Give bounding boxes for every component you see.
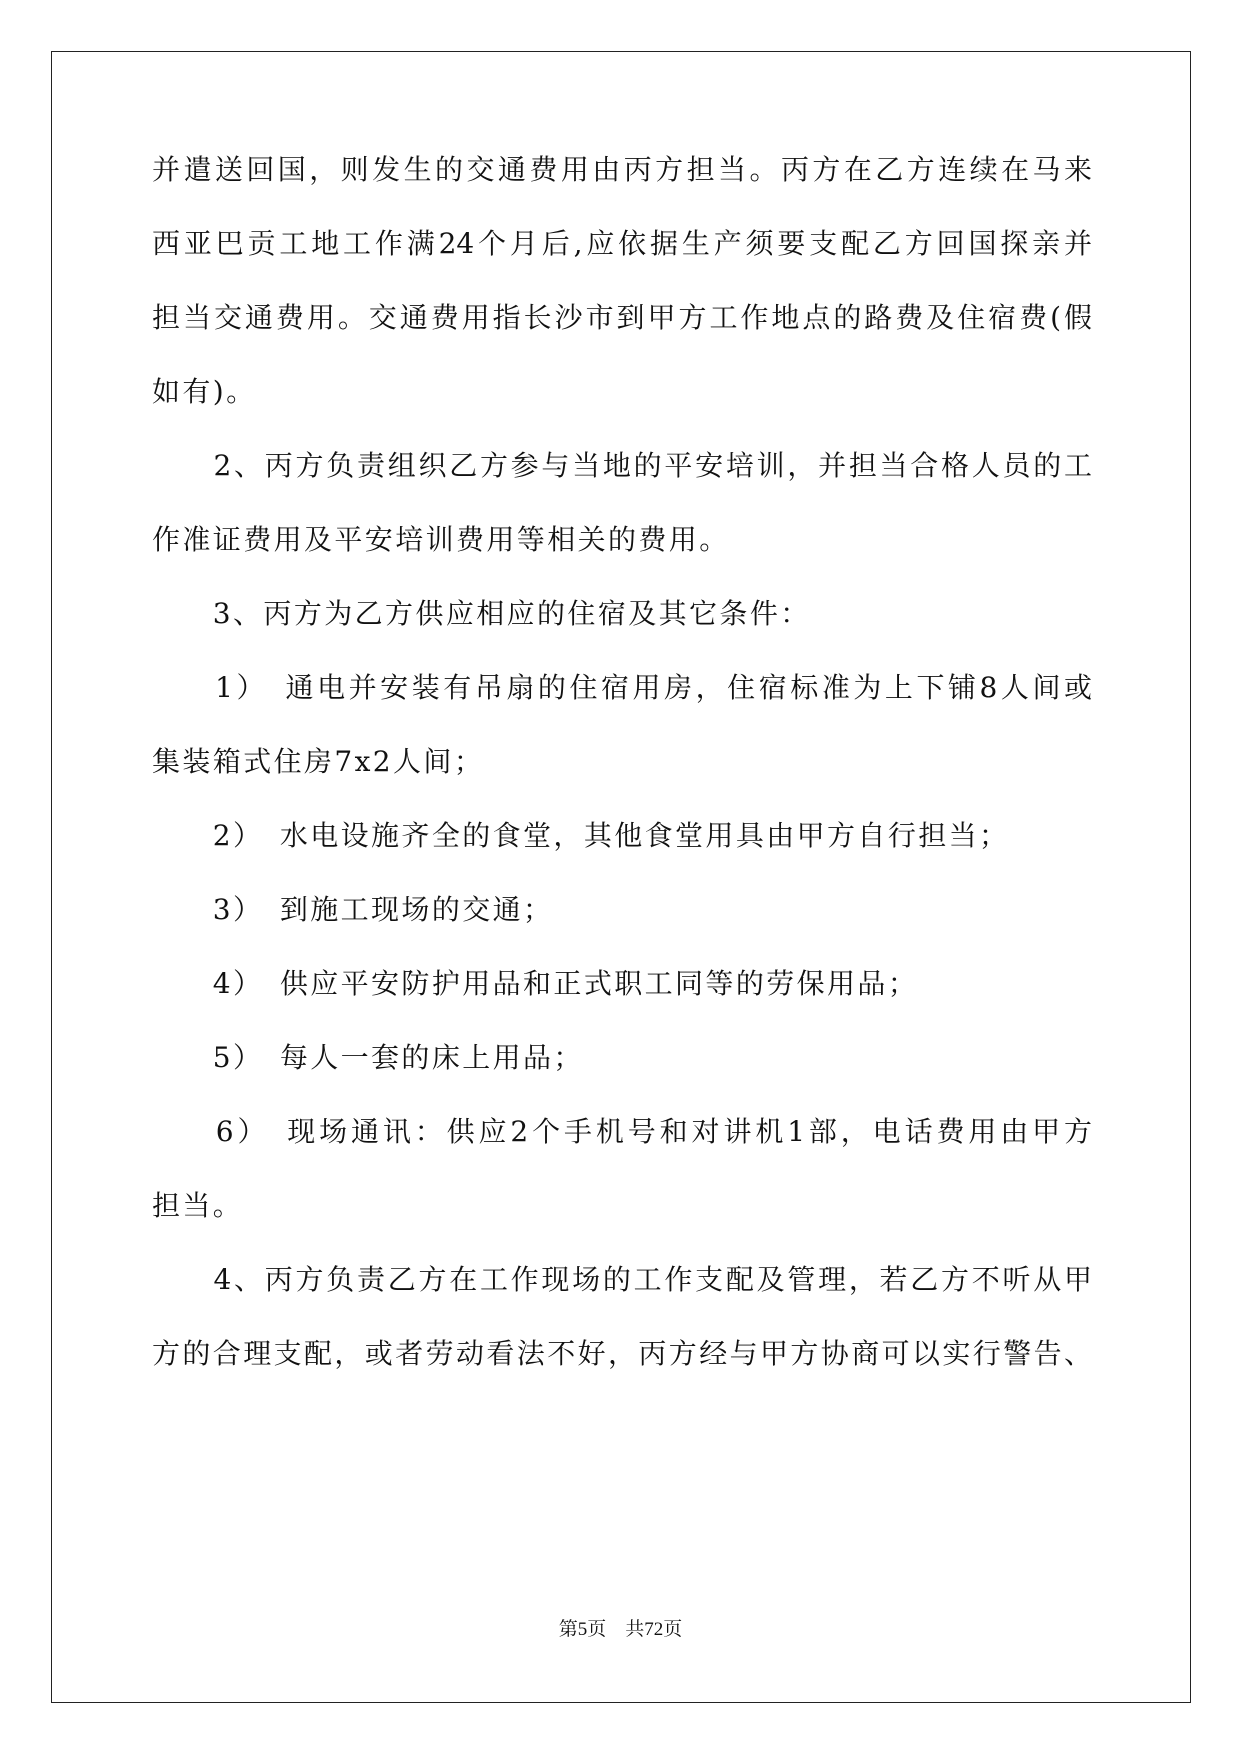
body-line: 西亚巴贡工地工作满24个月后,应依据生产须要支配乙方回国探亲并 [152, 227, 1092, 260]
body-line: 集装箱式住房7x2人间； [152, 745, 485, 778]
body-line: 方的合理支配，或者劳动看法不好，丙方经与甲方协商可以实行警告、 [152, 1337, 1092, 1370]
body-line: 担当交通费用。交通费用指长沙市到甲方工作地点的路费及住宿费(假 [152, 301, 1092, 334]
body-line: 4） 供应平安防护用品和正式职工同等的劳保用品； [152, 967, 919, 1000]
body-line: 5） 每人一套的床上用品； [152, 1041, 584, 1074]
body-line: 担当。 [152, 1189, 244, 1222]
body-line: 2） 水电设施齐全的食堂，其他食堂用具由甲方自行担当； [152, 819, 1010, 852]
body-line: 并遣送回国，则发生的交通费用由丙方担当。丙方在乙方连续在马来 [152, 153, 1092, 186]
body-line: 3、丙方为乙方供应相应的住宿及其它条件： [152, 597, 811, 630]
body-line: 3） 到施工现场的交通； [152, 893, 554, 926]
body-line: 如有)。 [152, 375, 257, 408]
page-number-footer: 第5页 共72页 [558, 1619, 683, 1640]
body-line: 6） 现场通讯：供应2个手机号和对讲机1部，电话费用由甲方 [152, 1115, 1092, 1148]
body-line: 2、丙方负责组织乙方参与当地的平安培训，并担当合格人员的工 [152, 449, 1092, 482]
body-line: 4、丙方负责乙方在工作现场的工作支配及管理，若乙方不听从甲 [152, 1263, 1092, 1296]
body-line: 作准证费用及平安培训费用等相关的费用。 [152, 523, 730, 556]
body-line: 1） 通电并安装有吊扇的住宿用房，住宿标准为上下铺8人间或 [152, 671, 1092, 704]
